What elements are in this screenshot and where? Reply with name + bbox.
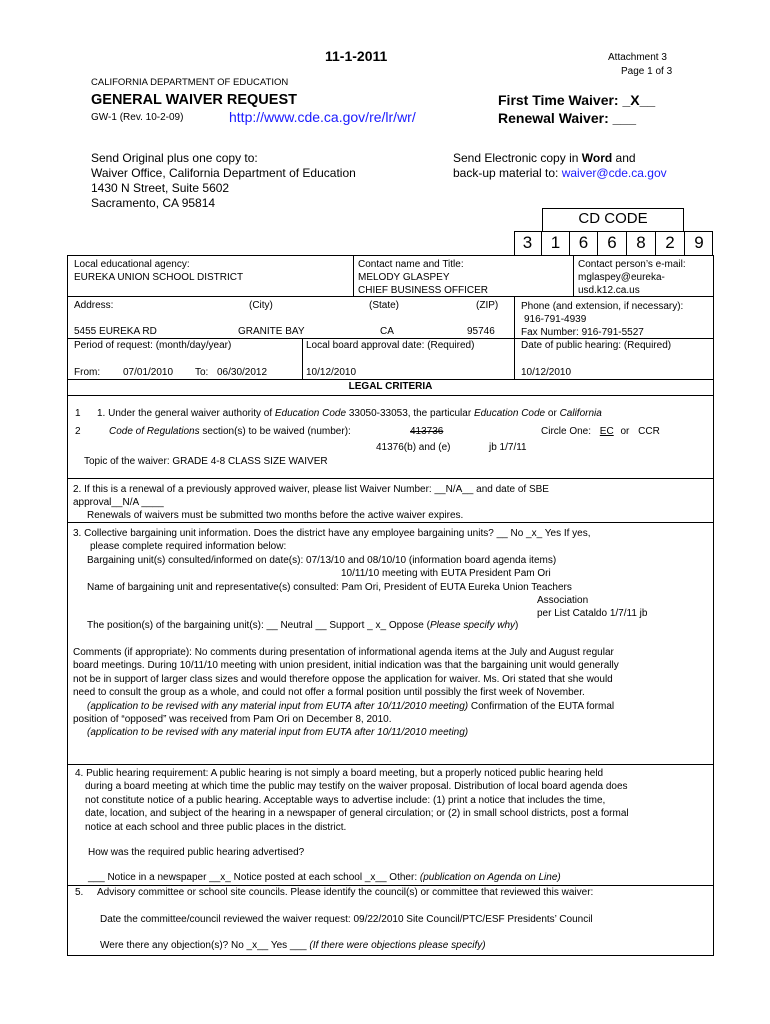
waiver-topic: Topic of the waiver: GRADE 4-8 CLASS SIZE WAIVER <box>84 456 328 467</box>
q3-line: Name of bargaining unit and representative(s) consulted: Pam Ori, President of EUTA Eureka Union Teachers <box>87 581 572 593</box>
phone-label: Phone (and extension, if necessary): <box>521 301 684 312</box>
legal-line-2 <box>109 426 351 437</box>
circle-label: Circle One: <box>541 426 592 437</box>
objection-text: Were there any objection(s)? No _x__ Yes ___ <box>100 940 310 951</box>
legal-text: section(s) to be waived (number): <box>199 426 351 437</box>
form-title: GENERAL WAIVER REQUEST <box>91 92 297 108</box>
from-value: 07/01/2010 <box>123 367 174 378</box>
legal-text: Education Code <box>274 408 347 419</box>
agency-label: Local educational agency: <box>74 259 190 270</box>
cd-code-digit: 8 <box>627 231 656 256</box>
legal-text: or <box>545 408 560 419</box>
zip-label: (ZIP) <box>476 300 499 311</box>
cd-code-label: CD CODE <box>578 210 648 227</box>
rule <box>67 395 714 396</box>
rule <box>302 338 303 379</box>
comment-note: (application to be revised with any material input from EUTA after 10/11/2010 meeting) <box>87 727 469 739</box>
legal-criteria-heading: LEGAL CRITERIA <box>348 381 433 392</box>
answer-text: ___ Notice in a newspaper __x_ Notice posted at each school _x__ Other: <box>88 872 420 883</box>
email-value: mglaspey@eureka- <box>578 272 665 283</box>
phone-value: 916-791-4939 <box>524 314 587 325</box>
send-electronic-text: Send Electronic copy in <box>453 151 582 165</box>
objection-text: (If there were objections please specify) <box>309 940 486 951</box>
q3-line: Bargaining unit(s) consulted/informed on date(s): 07/13/10 and 08/10/10 (information board agenda items) <box>87 554 557 566</box>
answer-text: (publication on Agenda on Line) <box>419 872 561 883</box>
q4-line: notice at each school and three public places in the district. <box>85 821 347 833</box>
legal-text: 1. Under the general waiver authority of <box>97 408 275 419</box>
comment-note: Confirmation of the EUTA formal <box>468 700 615 712</box>
q3-line: Association <box>537 595 589 607</box>
attachment-label: Attachment 3 <box>608 52 667 63</box>
code-number: 41376(b) and (e) <box>376 442 451 453</box>
phone-cell <box>521 300 683 339</box>
rule <box>67 764 714 765</box>
hearing-value: 10/12/2010 <box>521 367 572 378</box>
rule <box>67 379 714 380</box>
initials-note: jb 1/7/11 <box>489 442 527 453</box>
cd-code-digit: 3 <box>514 231 542 256</box>
legal-text: 33050-33053, the particular <box>346 408 474 419</box>
circle-ec: EC <box>599 426 614 437</box>
from-label: From: <box>74 367 101 378</box>
to-value: 06/30/2012 <box>217 367 268 378</box>
rule <box>67 885 714 886</box>
waiver-url-link[interactable]: http://www.cde.ca.gov/re/lr/wr/ <box>229 109 416 125</box>
to-label: To: <box>195 367 209 378</box>
contact-cell <box>358 258 488 297</box>
rule <box>67 522 714 523</box>
position-text: Please specify why <box>429 620 516 631</box>
circle-ccr: CCR <box>638 426 660 437</box>
q4-line: not constitute notice of a public hearing. Acceptable ways to advertise include: (1) print a notice that includes the time, <box>85 794 606 806</box>
street-value: 5455 EUREKA RD <box>74 326 157 337</box>
word-format: Word <box>581 151 613 165</box>
email-cell <box>578 258 686 297</box>
position-text: ) <box>515 620 519 631</box>
renewal-waiver: Renewal Waiver: ___ <box>498 110 636 126</box>
form-id: GW-1 (Rev. 10-2-09) <box>91 112 184 123</box>
q5-line: Advisory committee or school site councils. Please identify the council(s) or committee that reviewed this waiver: <box>97 887 594 898</box>
cd-code-digit: 9 <box>694 233 704 252</box>
send-original-block <box>91 151 356 211</box>
fax-value: Fax Number: 916-791-5527 <box>521 327 644 338</box>
legal-text: California <box>559 408 602 419</box>
q2-line: approval__N/A ____ <box>73 497 164 508</box>
hearing-label: Date of public hearing: (Required) <box>521 340 672 351</box>
q4-line: 4. Public hearing requirement: A public hearing is not simply a board meeting, but a properly noticed public hearing held <box>75 768 604 779</box>
period-label: Period of request: (month/day/year) <box>74 340 232 351</box>
agency-cell <box>74 258 243 284</box>
code-number-struck: 413736 <box>410 426 444 437</box>
city-value: GRANITE BAY <box>238 326 305 337</box>
position-text: The position(s) of the bargaining unit(s): __ Neutral __ Support _ x_ Oppose ( <box>87 620 430 631</box>
page-number: Page 1 of 3 <box>621 66 673 77</box>
q3-line: please complete required information below: <box>90 541 287 553</box>
q4-line: date, location, and subject of the hearing in a newspaper of general circulation; or (2) in small school districts, post a formal <box>85 808 629 820</box>
question-2 <box>73 483 549 522</box>
comment-line: need to consult the group as a whole, and could not offer a formal position until possibly the first week of November. <box>73 687 585 699</box>
comment-line: not be in support of larger class sizes and would therefore oppose the application for waiver. Ms. Ori stated that she would <box>73 673 613 685</box>
zip-value: 95746 <box>467 326 495 337</box>
q2-note: Renewals of waivers must be submitted two months before the active waiver expires. <box>87 510 464 521</box>
state-label: (State) <box>369 300 400 311</box>
board-approval-label: Local board approval date: (Required) <box>306 340 475 351</box>
rule <box>573 255 574 296</box>
email-value: usd.k12.ca.us <box>578 285 640 296</box>
cd-code-digit: 2 <box>656 231 685 256</box>
address-label: Address: <box>74 300 114 311</box>
city-label: (City) <box>249 300 273 311</box>
hearing-answer <box>88 872 561 883</box>
agency-value: EUREKA UNION SCHOOL DISTRICT <box>74 272 244 283</box>
waiver-email-link[interactable]: waiver@cde.ca.gov <box>561 166 667 180</box>
rule <box>353 255 354 296</box>
q5-number: 5. <box>75 887 84 898</box>
cd-code-digit: 1 <box>542 231 570 256</box>
q5-line: Date the committee/council reviewed the waiver request: 09/22/2010 Site Council/PTC/ESF Presidents’ Council <box>100 914 593 925</box>
document-date: 11-1-2011 <box>325 48 388 64</box>
comment-line: Comments (if appropriate): No comments during presentation of informational agenda items at the July and August regular <box>73 647 614 658</box>
cd-code-digit: 6 <box>598 231 627 256</box>
question-3 <box>73 527 647 621</box>
send-electronic-block <box>453 151 667 181</box>
circle-one <box>541 426 660 437</box>
send-original-line: 1430 N Street, Suite 5602 <box>91 181 230 195</box>
cd-code-digit: 6 <box>570 231 598 256</box>
legal-text: Education Code <box>473 408 546 419</box>
line-number: 2 <box>75 426 81 437</box>
hearing-question: How was the required public hearing advertised? <box>88 847 305 858</box>
q3-comments <box>73 646 619 740</box>
contact-name: MELODY GLASPEY <box>358 272 450 283</box>
question-4 <box>75 767 629 834</box>
comment-note: (application to be revised with any material input from EUTA after 10/11/2010 meeting) <box>87 700 469 712</box>
bargaining-position <box>87 620 518 631</box>
email-label: Contact person’s e-mail: <box>578 259 686 270</box>
send-electronic-text: and <box>612 151 636 165</box>
first-time-waiver: First Time Waiver: _X__ <box>498 92 656 108</box>
q5-objections <box>100 940 486 951</box>
legal-line-1 <box>97 408 602 419</box>
send-original-line: Send Original plus one copy to: <box>91 151 258 165</box>
comment-line: position of “opposed” was received from Pam Ori on December 8, 2010. <box>73 714 392 726</box>
line-number: 1 <box>75 408 81 419</box>
send-original-line: Waiver Office, California Department of Education <box>91 166 356 180</box>
q4-line: during a board meeting at which time the public may testify on the waiver proposal. Distribution of local board agenda does <box>85 781 628 793</box>
circle-or: or <box>620 426 630 437</box>
q3-line: per List Cataldo 1/7/11 jb <box>537 608 648 620</box>
send-original-line: Sacramento, CA 95814 <box>91 196 216 210</box>
q3-line: 10/11/10 meeting with EUTA President Pam Ori <box>341 568 551 580</box>
legal-text: Code of Regulations <box>109 426 200 437</box>
contact-label: Contact name and Title: <box>358 259 464 270</box>
contact-title: CHIEF BUSINESS OFFICER <box>358 285 489 296</box>
rule <box>514 296 515 379</box>
backup-text: back-up material to: <box>453 166 562 180</box>
state-value: CA <box>380 326 394 337</box>
q2-line: 2. If this is a renewal of a previously approved waiver, please list Waiver Number: __N/A__ and date of SBE <box>73 484 549 495</box>
rule <box>67 478 714 479</box>
department-name: CALIFORNIA DEPARTMENT OF EDUCATION <box>91 77 289 88</box>
comment-line: board meetings. During 10/11/10 meeting with union president, initial indication was that the bargaining unit would generally <box>73 660 619 672</box>
q3-line: 3. Collective bargaining unit information. Does the district have any employee bargaining units? __ No _x_ Yes If yes, <box>73 528 591 539</box>
board-approval-value: 10/12/2010 <box>306 367 357 378</box>
